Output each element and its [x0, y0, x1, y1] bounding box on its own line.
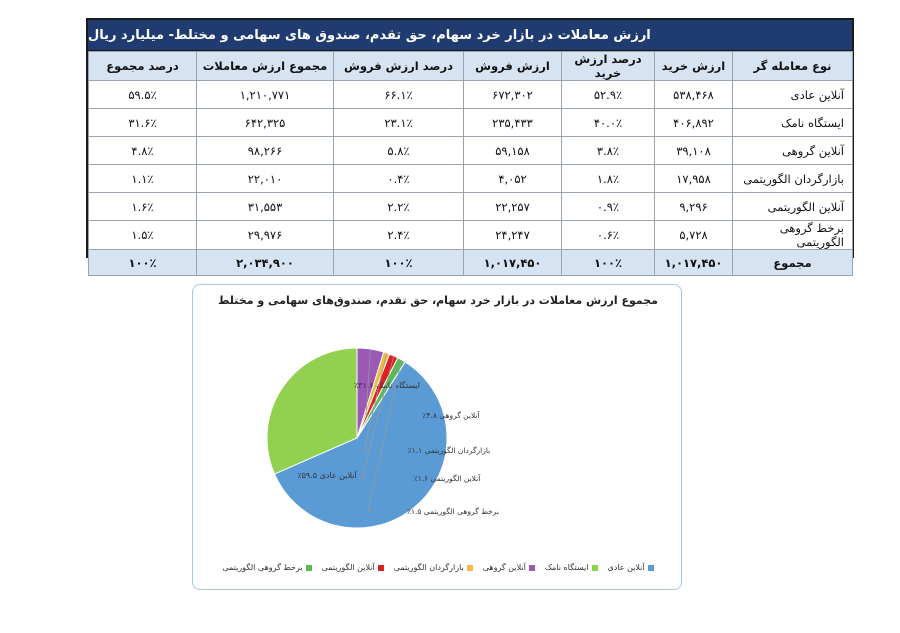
table-cell: ۱.۸٪ [562, 165, 655, 193]
table-title: ارزش معاملات در بازار خرد سهام، حق تقدم، صندوق های سهامی و مختلط- میلیارد ریال [88, 20, 852, 51]
table-cell: ۳.۸٪ [562, 137, 655, 165]
col-header-buy-percent: درصد ارزش خرید [562, 52, 655, 81]
table-cell: بازارگردان الگوریتمی [733, 165, 853, 193]
data-table [88, 51, 853, 276]
table-cell: ۵,۷۲۸ [655, 221, 733, 250]
table-cell: ۲.۴٪ [334, 221, 464, 250]
table-cell: ۵۹,۱۵۸ [464, 137, 562, 165]
legend-label: برخط گروهی الگوریتمی [222, 563, 303, 572]
legend-label: ایستگاه نامک [544, 563, 589, 572]
legend-item [483, 563, 535, 572]
table-cell: ۲.۲٪ [334, 193, 464, 221]
table-cell: ۲۹,۹۷۶ [197, 221, 334, 250]
table-cell: ۹,۲۹۶ [655, 193, 733, 221]
table-row [89, 193, 853, 221]
table-cell: ۹۸,۲۶۶ [197, 137, 334, 165]
trade-value-table [86, 18, 854, 270]
table-cell: ۲۴,۲۴۷ [464, 221, 562, 250]
table-cell: ۱.۱٪ [89, 165, 197, 193]
table-cell: ۲۲,۰۱۰ [197, 165, 334, 193]
pie-chart [193, 285, 683, 591]
table-cell: آنلاین گروهی [733, 137, 853, 165]
legend-label: آنلاین گروهی [482, 563, 526, 572]
table-cell: ۲,۰۳۴,۹۰۰ [197, 250, 334, 276]
table-cell: ۶۴۲,۳۲۵ [197, 109, 334, 137]
legend-item [322, 563, 384, 572]
table-cell: آنلاین عادی [733, 81, 853, 109]
table-cell: ۴.۸٪ [89, 137, 197, 165]
col-header-trader-type: نوع معامله گر [733, 52, 853, 81]
legend-label: آنلاین عادی [607, 563, 645, 572]
table-cell: ۵۳۸,۴۶۸ [655, 81, 733, 109]
table-cell: آنلاین الگوریتمی [733, 193, 853, 221]
table-cell: ۱,۰۱۷,۴۵۰ [655, 250, 733, 276]
legend-label: بازارگردان الگوریتمی [393, 563, 464, 572]
table-row [89, 165, 853, 193]
data-label: آنلاین الگوریتمی ۱.۶٪ [413, 474, 481, 483]
table-cell: ۲۳۵,۴۳۳ [464, 109, 562, 137]
table-cell: ۶۶.۱٪ [334, 81, 464, 109]
table-cell: ۰.۶٪ [562, 221, 655, 250]
table-cell: ۱,۲۱۰,۷۷۱ [197, 81, 334, 109]
table-cell: ۳۱.۶٪ [89, 109, 197, 137]
data-label: آنلاین گروهی ۴.۸٪ [422, 411, 480, 420]
table-cell: ۶۷۲,۳۰۲ [464, 81, 562, 109]
table-cell: ۴,۰۵۲ [464, 165, 562, 193]
data-label: برخط گروهی الگوریتمی ۱.۵٪ [406, 507, 500, 516]
table-cell: ۴۰۶,۸۹۲ [655, 109, 733, 137]
table-cell: ۱,۰۱۷,۴۵۰ [464, 250, 562, 276]
chart-legend [201, 563, 675, 572]
table-cell: ۵.۸٪ [334, 137, 464, 165]
table-cell: ایستگاه نامک [733, 109, 853, 137]
legend-swatch [467, 565, 473, 571]
table-cell: ۰.۹٪ [562, 193, 655, 221]
data-label: بازارگردان الگوریتمی ۱.۱٪ [407, 446, 491, 455]
table-cell: ۵۹.۵٪ [89, 81, 197, 109]
table-row [89, 81, 853, 109]
table-cell: ۱۷,۹۵۸ [655, 165, 733, 193]
table-cell: ۱.۶٪ [89, 193, 197, 221]
table-row [89, 137, 853, 165]
chart-title: مجموع ارزش معاملات در بازار خرد سهام، حق تقدم، صندوق‌های سهامی و مختلط [218, 294, 658, 307]
table-cell: ۱.۵٪ [89, 221, 197, 250]
col-header-buy-value: ارزش خرید [655, 52, 733, 81]
legend-swatch [378, 565, 384, 571]
total-row [89, 250, 853, 276]
legend-swatch [529, 565, 535, 571]
legend-item [394, 563, 473, 572]
table-cell: ۴۰.۰٪ [562, 109, 655, 137]
legend-swatch [592, 565, 598, 571]
table-cell: ۰.۴٪ [334, 165, 464, 193]
col-header-total-percent: درصد مجموع [89, 52, 197, 81]
table-cell: ۱۰۰٪ [562, 250, 655, 276]
table-cell: ۱۰۰٪ [334, 250, 464, 276]
legend-swatch [648, 565, 654, 571]
col-header-sell-percent: درصد ارزش فروش [334, 52, 464, 81]
col-header-sell-value: ارزش فروش [464, 52, 562, 81]
data-label: ایستگاه نامک ۳۱.۶٪ [354, 381, 420, 390]
table-cell: ۱۰۰٪ [89, 250, 197, 276]
table-cell: ۳۹,۱۰۸ [655, 137, 733, 165]
table-cell: ۲۳.۱٪ [334, 109, 464, 137]
legend-swatch [306, 565, 312, 571]
table-cell: ۵۲.۹٪ [562, 81, 655, 109]
table-cell: ۲۲,۲۵۷ [464, 193, 562, 221]
legend-label: آنلاین الگوریتمی [321, 563, 375, 572]
header-row [89, 52, 853, 81]
col-header-total-value: مجموع ارزش معاملات [197, 52, 334, 81]
legend-item [545, 563, 598, 572]
table-cell: ۳۱,۵۵۳ [197, 193, 334, 221]
table-cell: مجموع [733, 250, 853, 276]
legend-item [222, 563, 311, 572]
table-row [89, 221, 853, 250]
data-label: آنلاین عادی ۵۹.۵٪ [297, 471, 357, 480]
table-cell: برخط گروهی الگوریتمی [733, 221, 853, 250]
legend-item [608, 563, 654, 572]
pie-chart-panel [192, 284, 682, 590]
table-row [89, 109, 853, 137]
